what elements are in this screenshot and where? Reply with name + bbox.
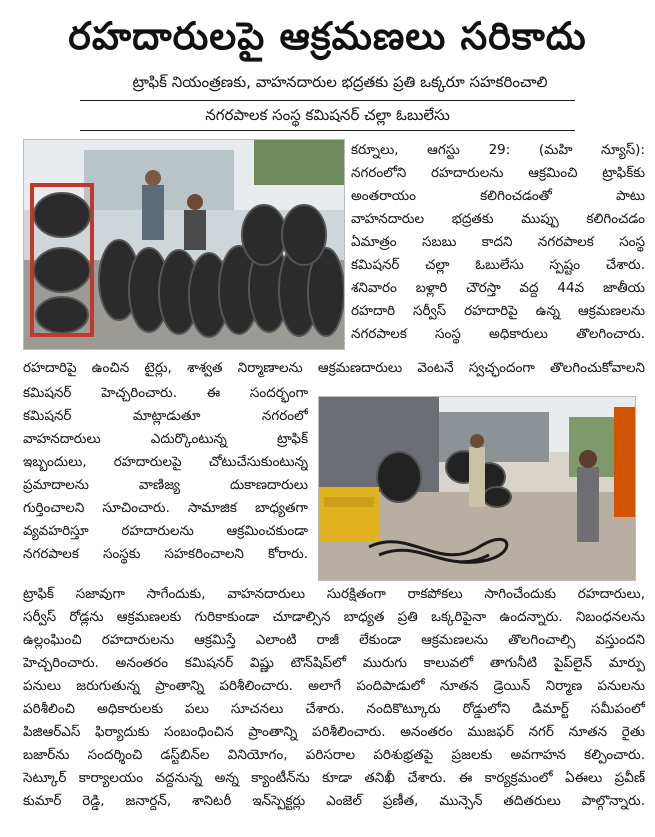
byline: నగరపాలక సంస్థ కమిషనర్ చల్లా ఓబులేసు <box>205 106 450 124</box>
paragraph-line: ట్రాఫిక్ సజావుగా సాగేందుకు, వాహనదారులు సురక్షితంగా రాకపోకలు సాగించేందుకు రహదారులు, <box>23 586 645 602</box>
paragraph-line: నగరపాలక సంస్థకు సహకరించాలని కోరారు. <box>23 546 308 562</box>
paragraph-line: హెచ్చరించారు. అనంతరం కమిషనర్ విష్ణు టౌన్‌షిప్‌లో మురుగు కాలువలో తాగునీటి పైప్‌లైన్ మార్పు <box>23 655 645 671</box>
paragraph-line: సెట్కూర్ కార్యాలయం వద్దనున్న అన్న క్యాంటీన్‌ను కూడా తనిఖీ చేశారు. ఈ కార్యక్రమంలో ఏఈలు ప్రవీణ్ <box>23 770 645 786</box>
paragraph-line: పనులు జరుగుతున్న ప్రాంతాన్ని పరిశీలించారు. అలాగే పందిపాడులో నూతన డ్రెయిన్ నిర్మాణ పనులను <box>23 678 645 694</box>
paragraph-line: వ్యవహరిస్తూ రహదారులను ఆక్రమించకుండా <box>23 523 308 539</box>
paragraph-line: అంతరాయం కలిగించడంతో పాటు <box>351 188 645 204</box>
photo-illustration <box>319 397 635 580</box>
paragraph-line: నగరంలోని రహదారులను ఆక్రమించి ట్రాఫిక్‌కు <box>351 165 645 181</box>
paragraph-line: పిజిఆర్ఎస్ ఫిర్యాదుకు సంబంధించిన ప్రాంతాన్ని పరిశీలించారు. అనంతరం ముజఫర్ నగర్ నూతన రైతు <box>23 724 645 740</box>
paragraph-line: ఏమాత్రం సబబు కాదని నగరపాలక సంస్థ <box>351 234 645 250</box>
paragraph-line: కమిషనర్ హెచ్చరించారు. ఈ సందర్భంగా <box>23 385 308 401</box>
paragraph-line: సర్వీస్ రోడ్లను ఆక్రమణలకు గురికాకుండా చూడాల్సిన బాధ్యత ప్రతి ఒక్కరిపైనా ఉందన్నారు. నిబంధనలను <box>23 609 645 625</box>
subheadline: ట్రాఫిక్ నియంత్రణకు, వాహనదారుల భద్రతకు ప్రతి ఒక్కరూ సహకరించాలి <box>132 73 548 91</box>
paragraph-line: రహదారిపై ఉంచిన టైర్లు, శాశ్వత నిర్మాణాలను ఆక్రమణదారులు వెంటనే స్వచ్ఛందంగా తొలగించుకోవాలని <box>23 360 645 376</box>
paragraph-line: కర్నూలు, ఆగస్టు 29: (మహి న్యూస్): <box>351 142 645 158</box>
paragraph-line: ఉల్లంఘించి రహదారులను ఆక్రమిస్తే ఎలాంటి రాజీ లేకుండా ఆక్రమణలను తొలగించాల్సి వస్తుందని <box>23 632 645 648</box>
paragraph-line: రహదారి సర్వీస్ రహదారిపై ఉన్న ఆక్రమణలను <box>351 303 645 319</box>
paragraph-line: కుమార్ రెడ్డి, జనార్దన్, శానిటరీ ఇన్‌స్పెక్టర్లు ఎంజెల్ ప్రణీత, మున్సెన్ తదితరులు పాల్గొన్నారు. <box>23 793 645 809</box>
paragraph-line: వాహనదారులు ఎదుర్కొంటున్న ట్రాఫిక్ <box>23 431 308 447</box>
paragraph-line: కమిషనర్ చల్లా ఓబులేసు స్పష్టం చేశారు. <box>351 257 645 273</box>
divider-top <box>80 100 575 101</box>
paragraph-line: బజార్‌ను సందర్శించి డస్ట్‌బిన్‌ల వినియోగం, పరిసరాల పరిశుభ్రతపై ప్రజలకు అవగాహన కల్పించారు. <box>23 747 645 763</box>
paragraph-line: పరిశీలించి అధికారులకు పలు సూచనలు చేశారు. నందికొట్కూరు రోడ్డులోని డిమార్ట్ సమీపంలో <box>23 701 645 717</box>
paragraph-line: ప్రమాదాలను వాణిజ్య దుకాణదారులు <box>23 477 308 493</box>
headline: రహదారులపై ఆక్రమణలు సరికాదు <box>68 14 587 58</box>
divider-bottom <box>80 130 575 131</box>
paragraph-line: గుర్తించాలని సూచించారు. సామాజిక బాధ్యతగా <box>23 500 308 516</box>
news-photo-inspection <box>318 396 636 581</box>
paragraph-line: కమిషనర్ మాట్లాడుతూ నగరంలో <box>23 408 308 424</box>
paragraph-line: వాహనదారుల భద్రతకు ముప్పు కలిగించడం <box>351 211 645 227</box>
paragraph-line: శనివారం బళ్లారి చౌరస్తా వద్ద 44వ జాతీయ <box>351 280 645 296</box>
paragraph-line: నగరపాలక సంస్థ అధికారులు తొలగించారు. <box>351 326 645 342</box>
paragraph-line: ఇబ్బందులు, రహదారులపై చోటుచేసుకుంటున్న <box>23 454 308 470</box>
photo-illustration <box>24 140 344 349</box>
news-photo-tyres <box>23 139 345 350</box>
